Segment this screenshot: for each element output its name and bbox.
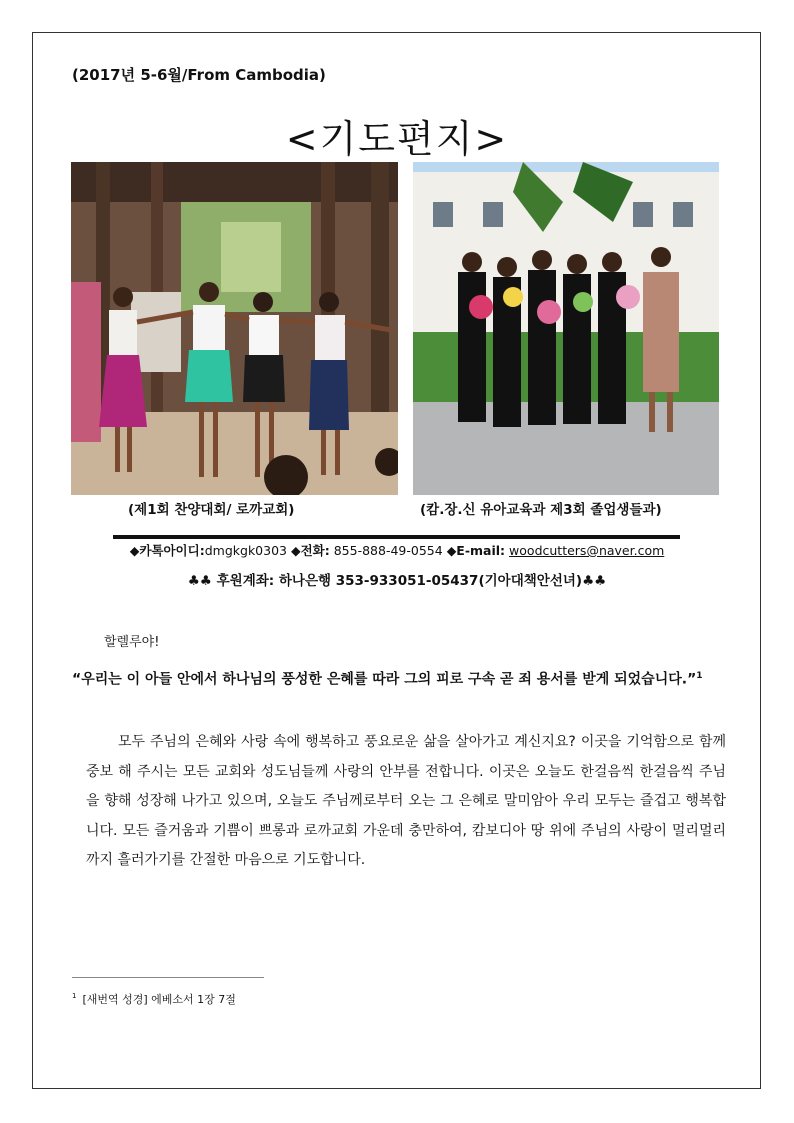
footnote [72,991,236,1007]
greeting: 할렐루야! [104,635,160,650]
phone-label: ◆전화: [290,543,330,558]
donation-account: ♣♣ 후원계좌: 하나은행 353-933051-05437(기아대책안선녀)♣♣ [187,573,607,589]
footnote-reference: 1 [696,671,703,681]
email-label: ◆E-mail: [446,543,506,558]
scripture-quote [72,661,722,695]
kakao-label: ◆카톡아이디: [129,543,205,558]
email-link[interactable]: woodcutters@naver.com [509,543,665,558]
photo-graduation [413,162,719,495]
page-title: <기도편지> [285,117,509,161]
left-photo-caption: (제1회 찬양대회/ 로까교회) [128,502,295,518]
kakao-id: dmgkgk0303 [204,543,287,558]
quote-text: “우리는 이 아들 안에서 하나님의 풍성한 은혜를 따라 그의 피로 구속 곧 죄 용서를 받게 되었습니다.” [72,671,697,688]
contact-line [0,541,794,559]
photo-choir-competition [71,162,398,495]
date-line: (2017년 5-6월/From Cambodia) [72,66,326,84]
letter-body: 모두 주님의 은혜와 사랑 속에 행복하고 풍요로운 삶을 살아가고 계신지요? 이곳을 기억함으로 함께 중보 해 주시는 모든 교회와 성도님들께 사랑의 안부를 전합니다. 이곳은 오늘도 한걸음씩 한걸음씩 주님을 향해 성장해 나가고 있으며, 오늘도 주님께로부터 오는 그 은혜로 말미암아 우리 모두는 즐겁고 행복합니다. 모든 즐거움과 기쁨이 쁘롱과 로까교회 가운데 충만하여, 캄보디아 땅 위에 주님의 사랑이 멀리멀리까지 흘러가기를 간절한 마음으로 기도합니다. [86,734,726,868]
right-photo-caption: (캄.장.신 유아교육과 제3회 졸업생들과) [420,502,662,518]
phone-number: 855-888-49-0554 [333,543,443,558]
footnote-text: [새번역 성경] 에베소서 1장 7절 [82,993,236,1006]
footnote-mark: 1 [72,992,77,1001]
footnote-separator [72,977,264,978]
divider-rule [113,535,680,539]
